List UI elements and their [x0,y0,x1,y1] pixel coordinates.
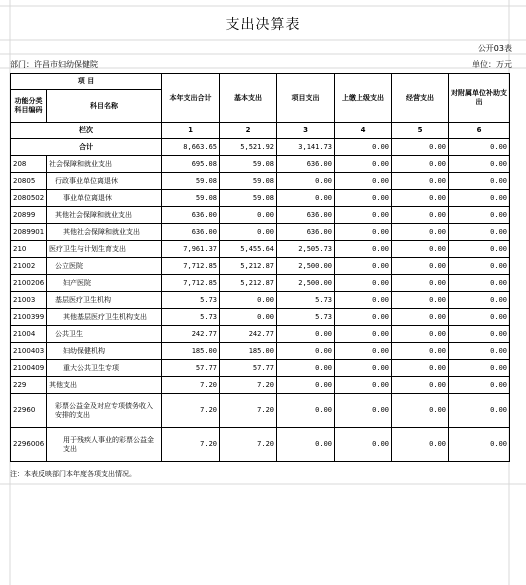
row-value-col4: 0.00 [335,275,392,292]
row-value-col6: 0.00 [449,360,510,377]
row-value-col6: 0.00 [449,326,510,343]
row-name: 彩票公益金及对应专项债务收入安排的支出 [47,394,162,428]
header-code: 功能分类科目编码 [11,90,47,123]
row-value-col4: 0.00 [335,428,392,462]
row-value-col1: 59.08 [162,190,220,207]
row-value-col3: 2,500.00 [277,275,335,292]
row-value-col2: 5,212.87 [220,275,277,292]
total-col1: 8,663.65 [162,139,220,156]
header-col1: 本年支出合计 [162,74,220,123]
row-name: 其他社会保障和就业支出 [47,207,162,224]
total-col5: 0.00 [392,139,449,156]
row-name: 基层医疗卫生机构 [47,292,162,309]
row-value-col1: 5.73 [162,309,220,326]
row-value-col3: 2,500.00 [277,258,335,275]
header-col2: 基本支出 [220,74,277,123]
row-value-col5: 0.00 [392,173,449,190]
page-title: 支出决算表 [225,17,301,33]
row-value-col4: 0.00 [335,224,392,241]
row-value-col3: 0.00 [277,360,335,377]
row-value-col4: 0.00 [335,207,392,224]
row-value-col4: 0.00 [335,326,392,343]
row-name: 事业单位离退休 [47,190,162,207]
table-row [11,258,510,275]
row-code: 208 [11,156,47,173]
header-col4: 上缴上级支出 [335,74,392,123]
row-code: 2100409 [11,360,47,377]
row-value-col2: 0.00 [220,309,277,326]
row-value-col1: 5.73 [162,292,220,309]
row-value-col2: 0.00 [220,224,277,241]
row-name: 行政事业单位离退休 [47,173,162,190]
row-value-col5: 0.00 [392,428,449,462]
row-value-col4: 0.00 [335,258,392,275]
row-name: 妇产医院 [47,275,162,292]
row-code: 2100403 [11,343,47,360]
row-value-col5: 0.00 [392,394,449,428]
row-value-col2: 185.00 [220,343,277,360]
row-value-col1: 636.00 [162,224,220,241]
row-value-col3: 2,505.73 [277,241,335,258]
row-value-col6: 0.00 [449,309,510,326]
row-value-col6: 0.00 [449,173,510,190]
seq-6: 6 [449,123,510,139]
row-value-col2: 0.00 [220,292,277,309]
row-value-col3: 0.00 [277,343,335,360]
table-row [11,241,510,258]
table-row [11,292,510,309]
row-value-col6: 0.00 [449,394,510,428]
row-value-col4: 0.00 [335,360,392,377]
table-row [11,360,510,377]
header-col5: 经营支出 [392,74,449,123]
row-value-col3: 5.73 [277,309,335,326]
row-value-col3: 636.00 [277,207,335,224]
table-row [11,275,510,292]
row-value-col3: 0.00 [277,173,335,190]
row-name: 公立医院 [47,258,162,275]
row-value-col1: 7.20 [162,428,220,462]
header-col6: 对附属单位补助支出 [449,74,510,123]
row-code: 20899 [11,207,47,224]
row-value-col5: 0.00 [392,207,449,224]
table-row [11,394,510,428]
total-label: 合计 [11,139,162,156]
table-row [11,428,510,462]
row-value-col1: 7.20 [162,377,220,394]
row-value-col6: 0.00 [449,292,510,309]
row-value-col4: 0.00 [335,241,392,258]
unit-label: 单位：万元 [472,60,512,69]
row-value-col4: 0.00 [335,377,392,394]
row-code: 229 [11,377,47,394]
row-code: 20805 [11,173,47,190]
form-code: 公开03表 [477,44,512,53]
row-value-col2: 7.20 [220,394,277,428]
row-value-col1: 7,712.85 [162,275,220,292]
row-code: 2089901 [11,224,47,241]
table-row [11,207,510,224]
row-value-col2: 5,212.87 [220,258,277,275]
row-name: 妇幼保健机构 [47,343,162,360]
table-row [11,377,510,394]
seq-label: 栏次 [11,123,162,139]
row-value-col5: 0.00 [392,190,449,207]
row-name: 用于残疾人事业的彩票公益金支出 [47,428,162,462]
row-value-col1: 59.08 [162,173,220,190]
row-value-col6: 0.00 [449,207,510,224]
row-name: 其他社会保障和就业支出 [47,224,162,241]
table-row [11,326,510,343]
seq-2: 2 [220,123,277,139]
row-value-col4: 0.00 [335,292,392,309]
row-value-col2: 59.08 [220,173,277,190]
expenditure-table [10,73,510,462]
row-value-col4: 0.00 [335,156,392,173]
row-value-col4: 0.00 [335,394,392,428]
row-value-col5: 0.00 [392,343,449,360]
row-code: 2080502 [11,190,47,207]
row-value-col2: 59.08 [220,156,277,173]
table-row [11,309,510,326]
table-row [11,224,510,241]
row-code: 21002 [11,258,47,275]
row-value-col1: 7,961.37 [162,241,220,258]
row-value-col5: 0.00 [392,326,449,343]
row-value-col6: 0.00 [449,156,510,173]
header-item: 项 目 [11,74,162,90]
header-name: 科目名称 [47,90,162,123]
seq-5: 5 [392,123,449,139]
row-value-col6: 0.00 [449,428,510,462]
header-col3: 项目支出 [277,74,335,123]
row-value-col4: 0.00 [335,190,392,207]
row-value-col1: 636.00 [162,207,220,224]
row-value-col5: 0.00 [392,377,449,394]
row-value-col5: 0.00 [392,241,449,258]
row-value-col6: 0.00 [449,190,510,207]
table-row [11,156,510,173]
row-value-col1: 7,712.85 [162,258,220,275]
table-row [11,173,510,190]
total-col2: 5,521.92 [220,139,277,156]
row-value-col1: 57.77 [162,360,220,377]
row-code: 22960 [11,394,47,428]
row-value-col5: 0.00 [392,360,449,377]
row-value-col5: 0.00 [392,309,449,326]
row-value-col3: 636.00 [277,156,335,173]
row-code: 210 [11,241,47,258]
row-code: 21004 [11,326,47,343]
row-value-col5: 0.00 [392,292,449,309]
row-value-col3: 0.00 [277,394,335,428]
row-value-col4: 0.00 [335,309,392,326]
row-value-col6: 0.00 [449,258,510,275]
row-value-col5: 0.00 [392,258,449,275]
row-value-col1: 7.20 [162,394,220,428]
row-value-col1: 185.00 [162,343,220,360]
row-value-col6: 0.00 [449,343,510,360]
row-name: 重大公共卫生专项 [47,360,162,377]
row-value-col1: 242.77 [162,326,220,343]
row-value-col6: 0.00 [449,241,510,258]
row-name: 其他基层医疗卫生机构支出 [47,309,162,326]
row-value-col5: 0.00 [392,156,449,173]
row-value-col2: 7.20 [220,377,277,394]
row-value-col3: 5.73 [277,292,335,309]
row-value-col4: 0.00 [335,173,392,190]
total-col4: 0.00 [335,139,392,156]
row-code: 2100206 [11,275,47,292]
row-value-col2: 7.20 [220,428,277,462]
row-value-col2: 57.77 [220,360,277,377]
row-value-col2: 0.00 [220,207,277,224]
row-name: 公共卫生 [47,326,162,343]
row-value-col2: 59.08 [220,190,277,207]
row-name: 其他支出 [47,377,162,394]
table-row [11,343,510,360]
footnote: 注：本表反映部门本年度各项支出情况。 [10,470,136,478]
seq-4: 4 [335,123,392,139]
row-value-col1: 695.08 [162,156,220,173]
table-row [11,190,510,207]
total-col3: 3,141.73 [277,139,335,156]
row-name: 医疗卫生与计划生育支出 [47,241,162,258]
row-value-col3: 0.00 [277,190,335,207]
row-value-col6: 0.00 [449,224,510,241]
row-code: 21003 [11,292,47,309]
row-value-col4: 0.00 [335,343,392,360]
row-value-col3: 636.00 [277,224,335,241]
department-label: 部门：许昌市妇幼保健院 [10,60,98,69]
row-value-col3: 0.00 [277,326,335,343]
row-code: 2296006 [11,428,47,462]
row-value-col2: 242.77 [220,326,277,343]
row-value-col3: 0.00 [277,428,335,462]
row-value-col5: 0.00 [392,224,449,241]
seq-1: 1 [162,123,220,139]
row-value-col6: 0.00 [449,275,510,292]
row-code: 2100399 [11,309,47,326]
row-value-col5: 0.00 [392,275,449,292]
total-row [11,139,510,156]
total-col6: 0.00 [449,139,510,156]
row-value-col6: 0.00 [449,377,510,394]
row-name: 社会保障和就业支出 [47,156,162,173]
row-value-col2: 5,455.64 [220,241,277,258]
row-value-col3: 0.00 [277,377,335,394]
seq-3: 3 [277,123,335,139]
